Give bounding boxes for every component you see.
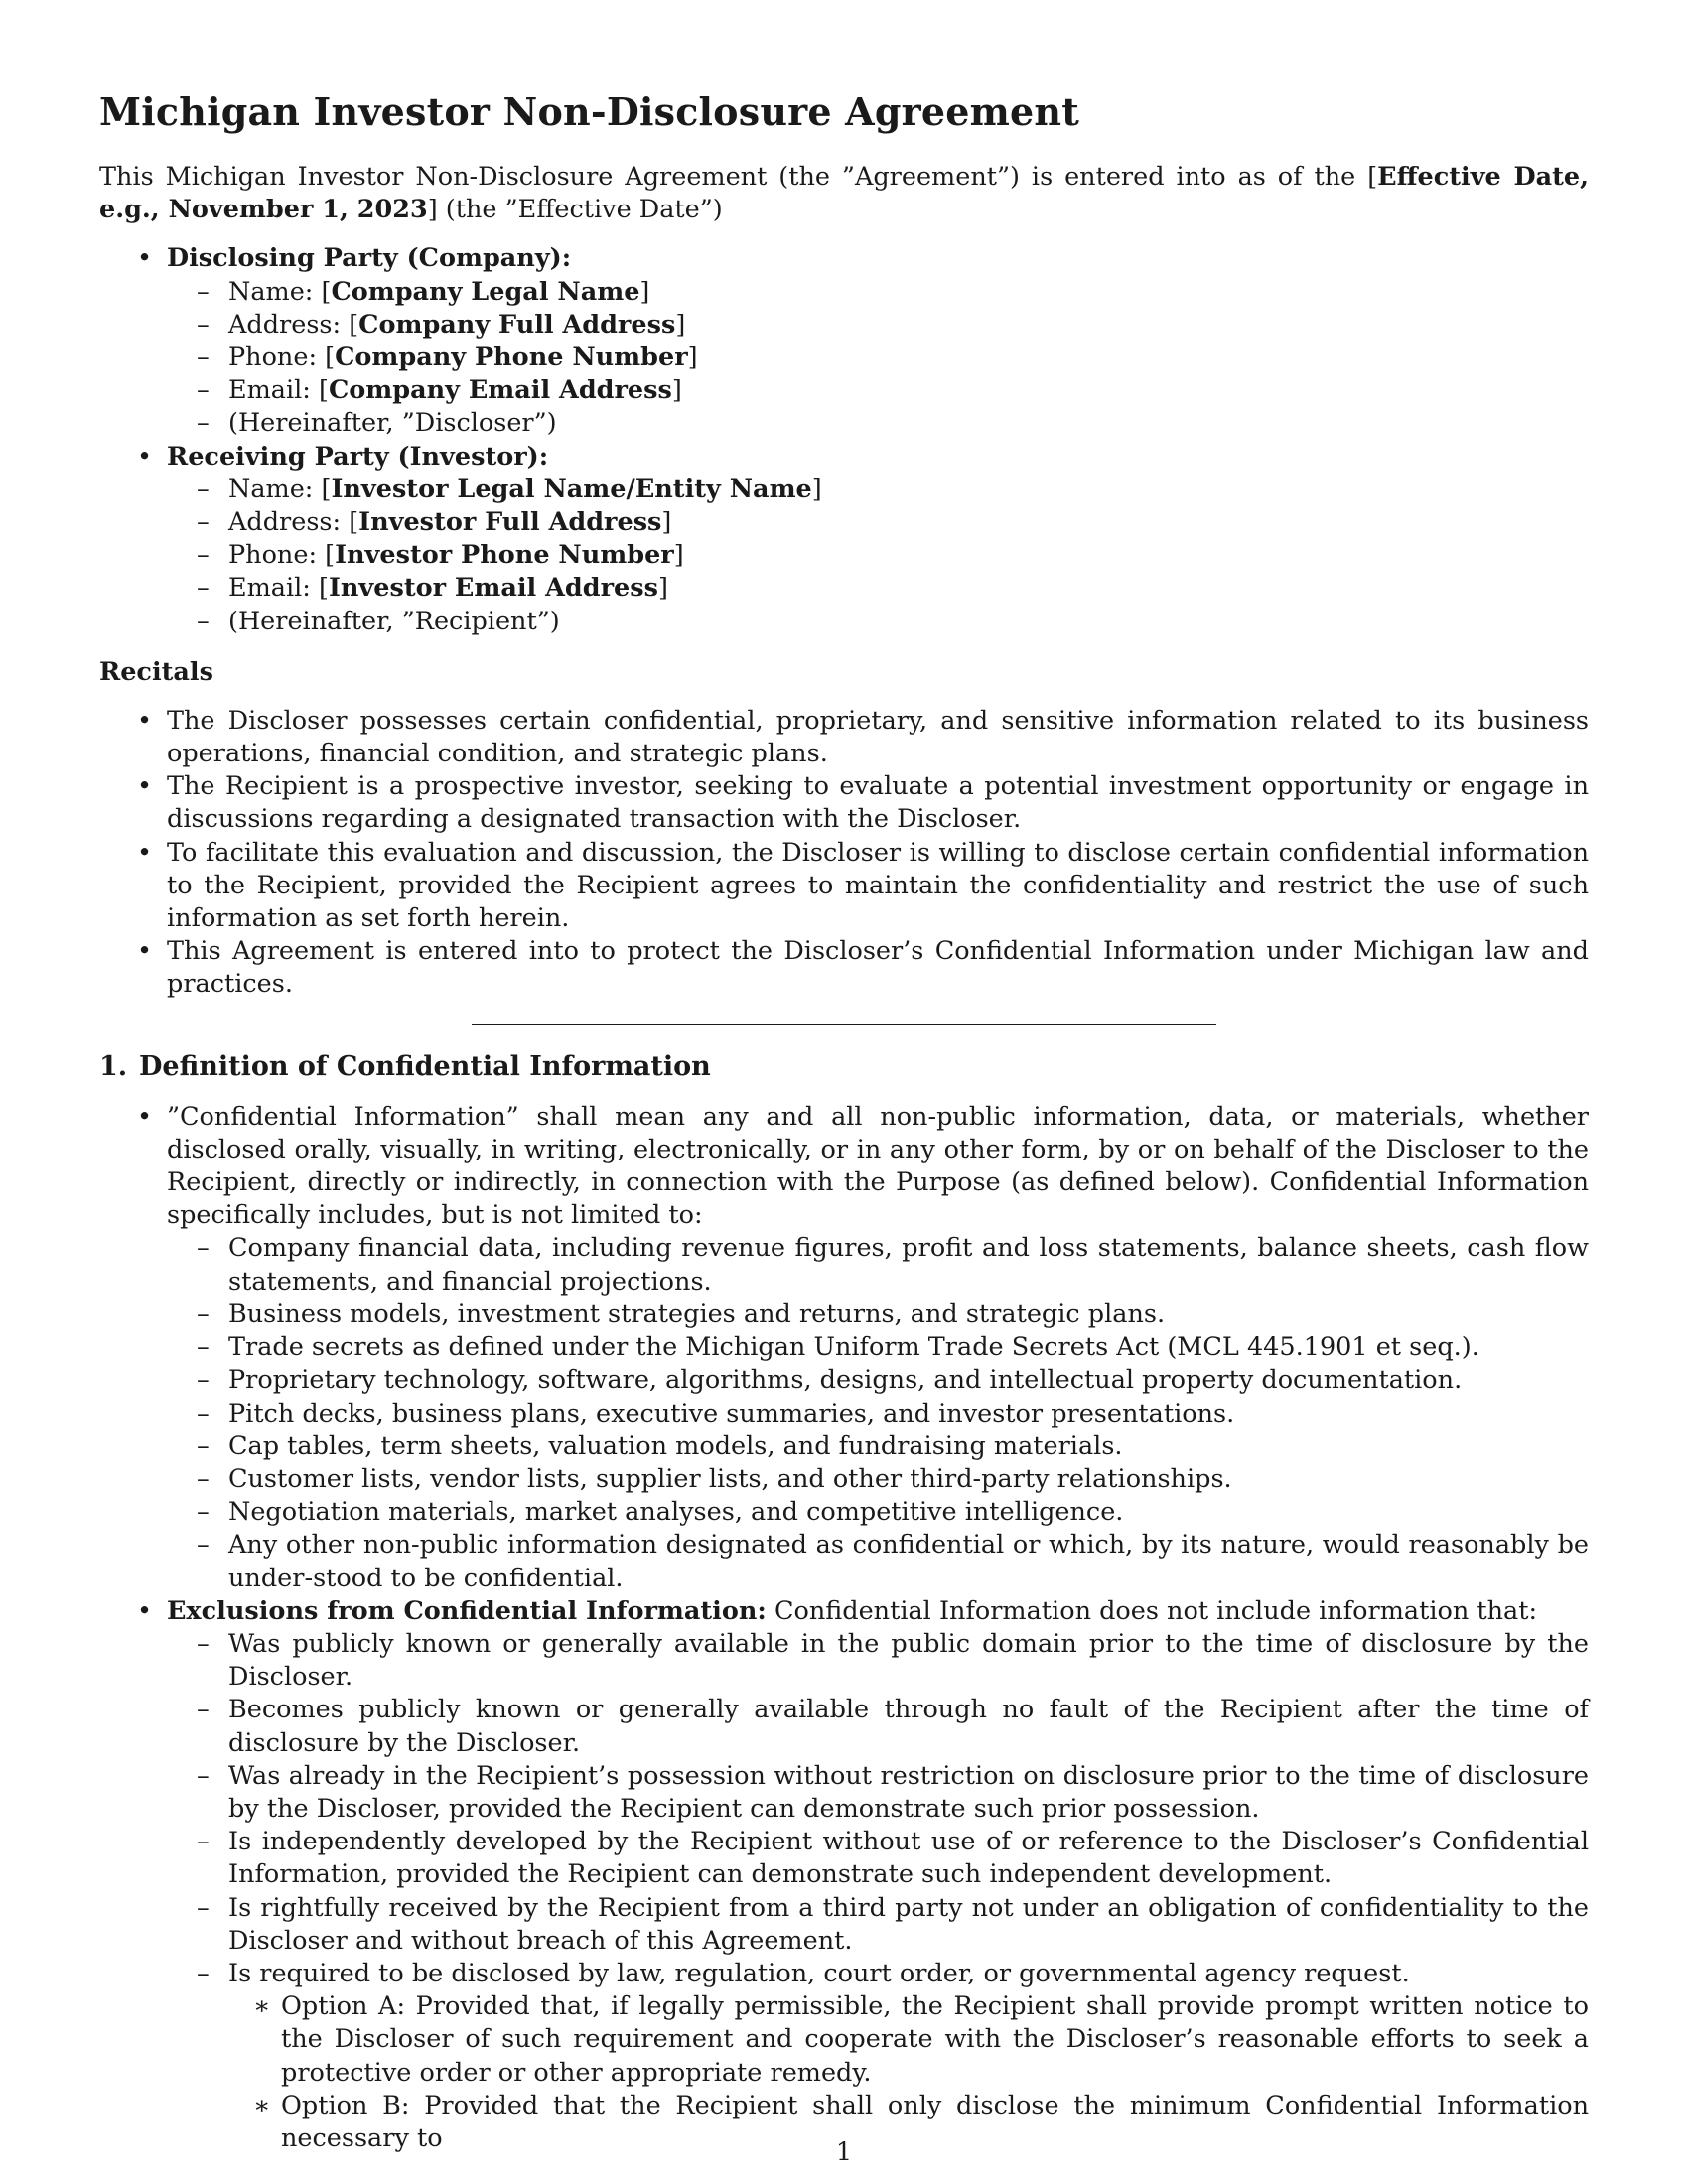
- exclusions-item: [99, 1595, 1589, 2155]
- section-1-list: [99, 1101, 1589, 2156]
- recital-item: • The Recipient is a prospective investor, seeking to evaluate a potential investment opportunity or engage in discussions regarding a designated transaction with the Discloser.: [99, 770, 1589, 836]
- includes-item: – Pitch decks, business plans, executive summaries, and investor presentations.: [167, 1398, 1589, 1431]
- field-close: ]: [673, 540, 684, 571]
- document-title: Michigan Investor Non-Disclosure Agreement: [99, 89, 1079, 134]
- exclusion-item-legal: [167, 1958, 1589, 2155]
- includes-item: – Proprietary technology, software, algorithms, designs, and intellectual property documentation.: [167, 1364, 1589, 1397]
- field-close: ]: [661, 507, 672, 538]
- includes-item: – Customer lists, vendor lists, supplier lists, and other third-party relationships.: [167, 1463, 1589, 1496]
- includes-item: – Trade secrets as defined under the Michigan Uniform Trade Secrets Act (MCL 445.1901 et seq.).: [167, 1331, 1589, 1364]
- option-item: ∗ Option A: Provided that, if legally permissible, the Recipient shall provide prompt written notice to the Discloser of such requirement and cooperate with the Discloser’s reasonable efforts to seek a protective order or other appropriate remedy.: [228, 1990, 1589, 2090]
- recital-item: • This Agreement is entered into to protect the Discloser’s Confidential Information under Michigan law and practices.: [99, 935, 1589, 1001]
- exclusion-item: – Is independently developed by the Recipient without use of or reference to the Discloser’s Confidential Information, provided the Recipient can demonstrate such independent development.: [167, 1826, 1589, 1891]
- field-close: ]: [639, 276, 650, 307]
- intro-paragraph: [99, 161, 1589, 226]
- field-placeholder: Company Full Address: [358, 309, 676, 340]
- field-placeholder: Company Phone Number: [335, 342, 688, 373]
- page-number: 1: [835, 2137, 853, 2167]
- section-1-heading: [99, 1049, 1589, 1085]
- receiving-phone-field: [167, 539, 1589, 572]
- section-title: Definition of Confidential Information: [139, 1050, 711, 1082]
- field-placeholder: Company Email Address: [328, 375, 672, 406]
- section-divider-wrap: [99, 1024, 1589, 1025]
- exclusion-item: – Becomes publicly known or generally available through no fault of the Recipient after the time of disclosure by the Discloser.: [167, 1694, 1589, 1759]
- exclusion-item: – Is rightfully received by the Recipient from a third party not under an obligation of confidentiality to the Discloser and without breach of this Agreement.: [167, 1892, 1589, 1958]
- field-label: Name: [: [228, 276, 332, 307]
- parties-list: [99, 242, 1589, 637]
- field-placeholder: Investor Full Address: [358, 507, 662, 538]
- definition-text: ”Confidential Information” shall mean any and all non-public information, data, or materials, whether disclosed orally, visually, in writing, electronically, or in any other form, by or on behalf of the Discloser to the Recipient, directly or indirectly, in connection with the Purpose (as defined below). Confidential Information specifically includes, but is not limited to:: [167, 1101, 1589, 1231]
- disclosing-party-fields: [167, 276, 1589, 441]
- includes-item: – Negotiation materials, market analyses, and competitive intelligence.: [167, 1496, 1589, 1529]
- definition-item: [99, 1101, 1589, 1595]
- intro-pre: This Michigan Investor Non-Disclosure Agreement (the ”Agreement”) is entered into as of the [: [99, 162, 1378, 192]
- field-label: Address: [: [228, 309, 359, 340]
- receiving-party-heading: Receiving Party (Investor):: [167, 441, 549, 472]
- options-list: [228, 1990, 1589, 2155]
- field-label: Email: [: [228, 375, 329, 406]
- recitals-heading: Recitals: [99, 656, 213, 687]
- field-placeholder: Investor Phone Number: [335, 540, 674, 571]
- receiving-party-fields: [167, 474, 1589, 638]
- exclusions-list: [167, 1628, 1589, 2155]
- includes-list: [167, 1232, 1589, 1594]
- field-label: Phone: [: [228, 342, 336, 373]
- includes-item: – Company financial data, including revenue figures, profit and loss statements, balance sheets, cash flow statements, and financial projections.: [167, 1232, 1589, 1297]
- disclosing-name-field: [167, 276, 1589, 309]
- receiving-name-field: [167, 474, 1589, 506]
- option-item: ∗ Option B: Provided that the Recipient shall only disclose the minimum Confidential Information necessary to: [228, 2090, 1589, 2155]
- field-placeholder: Investor Email Address: [328, 573, 658, 604]
- section-number: 1.: [99, 1050, 128, 1082]
- field-close: ]: [671, 375, 682, 406]
- section-divider: [472, 1024, 1216, 1025]
- receiving-address-field: [167, 506, 1589, 539]
- exclusions-heading: Exclusions from Confidential Information:: [167, 1595, 767, 1626]
- disclosing-address-field: [167, 309, 1589, 341]
- field-close: ]: [811, 474, 822, 504]
- intro-post: ] (the ”Effective Date”): [427, 195, 723, 225]
- disclosing-email-field: [167, 374, 1589, 407]
- recitals-list: [99, 705, 1589, 1002]
- disclosing-hereinafter: – (Hereinafter, ”Discloser”): [167, 407, 1589, 440]
- includes-item: – Cap tables, term sheets, valuation models, and fundraising materials.: [167, 1431, 1589, 1463]
- field-label: Phone: [: [228, 540, 336, 571]
- effective-date-placeholder: Effective Date, e.g., November 1, 2023: [99, 162, 1589, 225]
- exclusion-item: – Was already in the Recipient’s possession without restriction on disclosure prior to the time of disclosure by the Discloser, provided the Recipient can demonstrate such prior possession.: [167, 1760, 1589, 1826]
- field-label: Name: [: [228, 474, 332, 504]
- field-label: Address: [: [228, 507, 359, 538]
- exclusions-intro: Confidential Information does not include information that:: [766, 1595, 1538, 1626]
- receiving-party: [99, 441, 1589, 638]
- field-close: ]: [687, 342, 698, 373]
- disclosing-phone-field: [167, 341, 1589, 374]
- exclusion-legal-text: Is required to be disclosed by law, regulation, court order, or governmental agency request.: [228, 1958, 1410, 1988]
- receiving-hereinafter: – (Hereinafter, ”Recipient”): [167, 606, 1589, 638]
- field-close: ]: [657, 573, 668, 604]
- exclusion-item: – Was publicly known or generally available in the public domain prior to the time of disclosure by the Discloser.: [167, 1628, 1589, 1694]
- field-label: Email: [: [228, 573, 329, 604]
- disclosing-party: [99, 242, 1589, 440]
- includes-item: – Any other non-public information designated as confidential or which, by its nature, would reasonably be under-stood to be confidential.: [167, 1529, 1589, 1594]
- recital-item: • The Discloser possesses certain confidential, proprietary, and sensitive information related to its business operations, financial condition, and strategic plans.: [99, 705, 1589, 770]
- includes-item: – Business models, investment strategies and returns, and strategic plans.: [167, 1298, 1589, 1331]
- disclosing-party-heading: Disclosing Party (Company):: [167, 243, 572, 274]
- field-close: ]: [675, 309, 686, 340]
- recital-item: • To facilitate this evaluation and discussion, the Discloser is willing to disclose certain confidential information to the Recipient, provided the Recipient agrees to maintain the confidentiality and restrict the use of such information as set forth herein.: [99, 837, 1589, 936]
- field-placeholder: Company Legal Name: [331, 276, 640, 307]
- receiving-email-field: [167, 572, 1589, 605]
- field-placeholder: Investor Legal Name/Entity Name: [331, 474, 812, 504]
- document-page: [99, 87, 1589, 2155]
